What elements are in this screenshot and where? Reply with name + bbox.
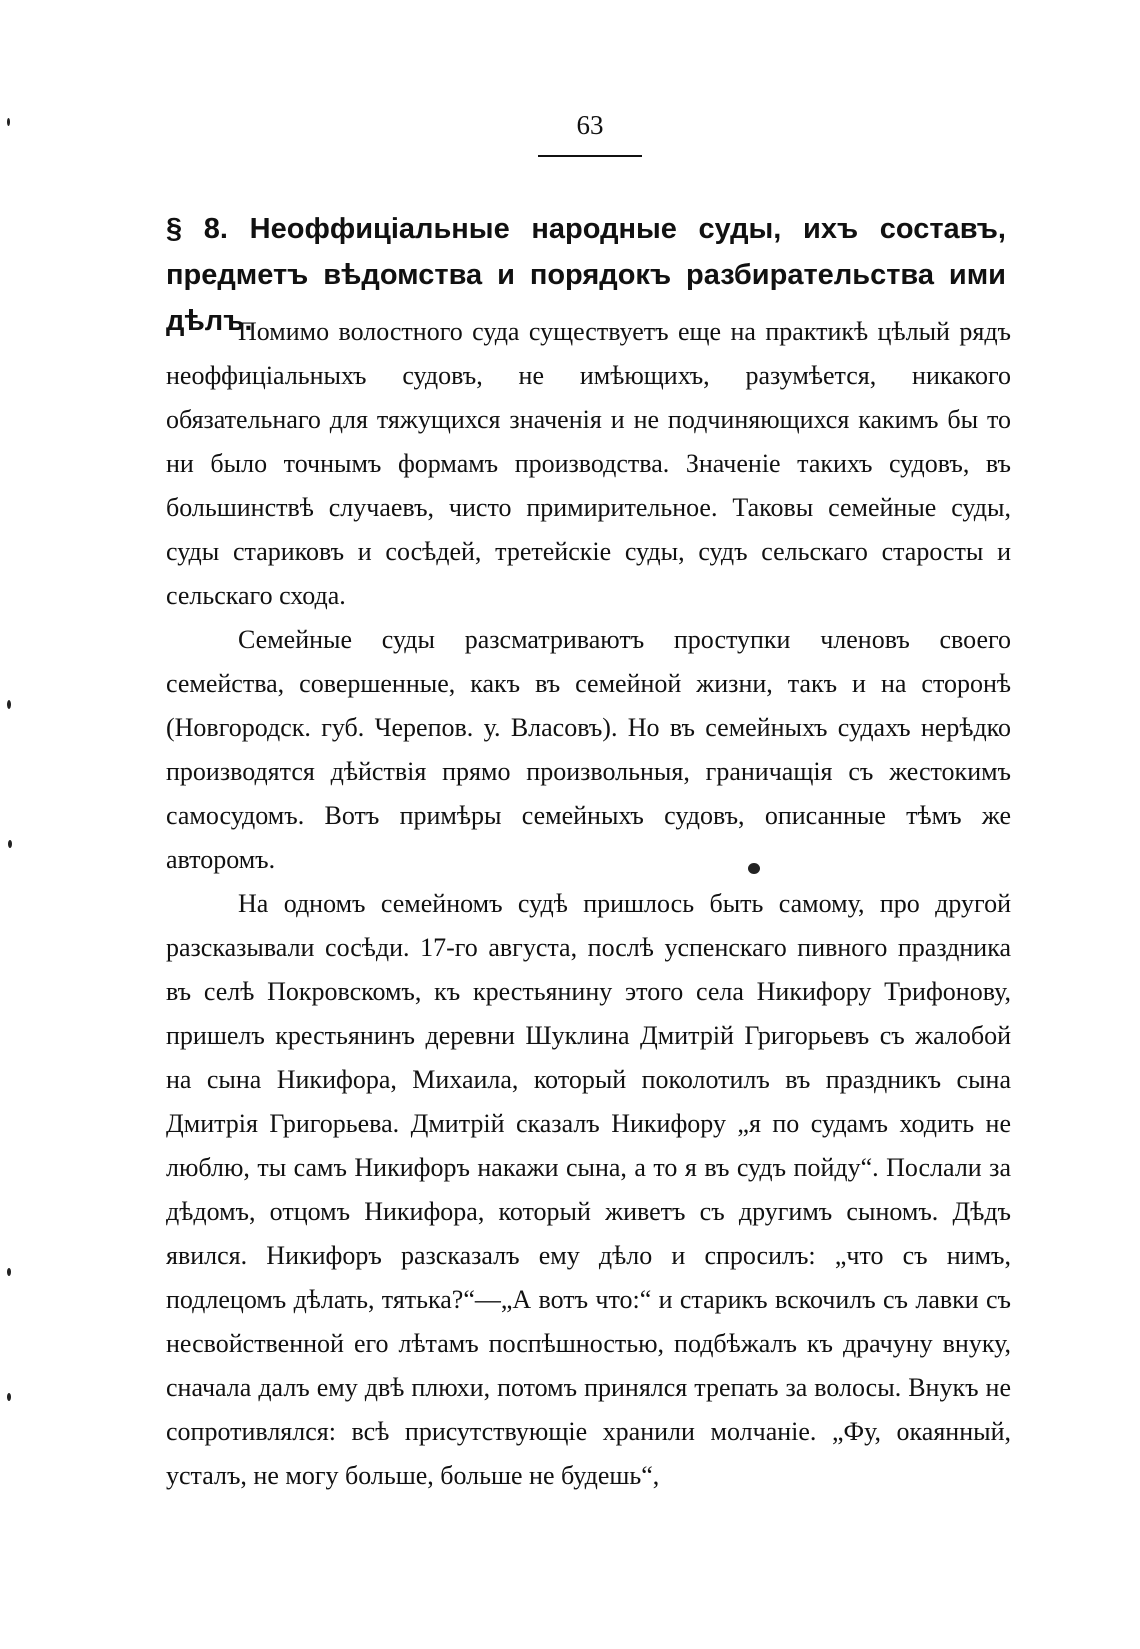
paragraph-2: Семейные суды разсматриваютъ проступки членовъ своего семейства, совершенные, какъ въ семейной жизни, такъ и на сторонѣ (Новгородск. губ. Черепов. у. Власовъ). Но въ семейныхъ судахъ нерѣдко производятся дѣйствія прямо произвольныя, граничащія съ жестокимъ самосудомъ. Вотъ примѣры семейныхъ судовъ, описанные тѣмъ же авторомъ. [166,625,1011,874]
scan-speck [8,840,12,848]
scan-speck [7,1393,11,1401]
page-number: 63 [576,110,604,140]
page-number-rule [538,155,642,157]
ink-blot [748,863,760,874]
section-heading: § 8. Неоффиціальные народные суды, ихъ составъ, предметъ вѣдомства и порядокъ разбирательства ими дѣлъ. [166,213,1006,337]
body-text [166,310,1011,1498]
scan-speck [7,700,11,709]
scan-speck [7,118,10,126]
scan-speck [7,1268,11,1276]
paragraph-1: Помимо волостного суда существуетъ еще на практикѣ цѣлый рядъ неоффиціальныхъ судовъ, не имѣющихъ, разумѣется, никакого обязательнаго для тяжущихся значенія и не подчиняющихся какимъ бы то ни было точнымъ формамъ производства. Значеніе такихъ судовъ, въ большинствѣ случаевъ, чисто примирительное. Таковы семейные суды, суды стариковъ и сосѣдей, третейскіе суды, судъ сельскаго старосты и сельскаго схода. [166,317,1011,610]
paragraph-3: На одномъ семейномъ судѣ пришлось быть самому, про другой разсказывали сосѣди. 17-го августа, послѣ успенскаго пивного праздника въ селѣ Покровскомъ, къ крестьянину этого села Никифору Трифонову, пришелъ крестьянинъ деревни Шуклина Дмитрій Григорьевъ съ жалобой на сына Никифора, Михаила, который поколотилъ въ праздникъ сына Дмитрія Григорьева. Дмитрій сказалъ Никифору „я по судамъ ходить не люблю, ты самъ Никифоръ накажи сына, а то я въ судъ пойду“. Послали за дѣдомъ, отцомъ Никифора, который живетъ съ другимъ сыномъ. Дѣдъ явился. Никифоръ разсказалъ ему дѣло и спросилъ: „что съ нимъ, подлецомъ дѣлать, тятька?“—„А вотъ что:“ и старикъ вскочилъ съ лавки съ несвойственной его лѣтамъ поспѣшностью, подбѣжалъ къ драчуну внуку, сначала далъ ему двѣ плюхи, потомъ принялся трепать за волосы. Внукъ не сопротивлялся: всѣ присутствующіе хранили молчаніе. „Фу, окаянный, усталъ, не могу больше, больше не будешь“, [166,889,1011,1490]
